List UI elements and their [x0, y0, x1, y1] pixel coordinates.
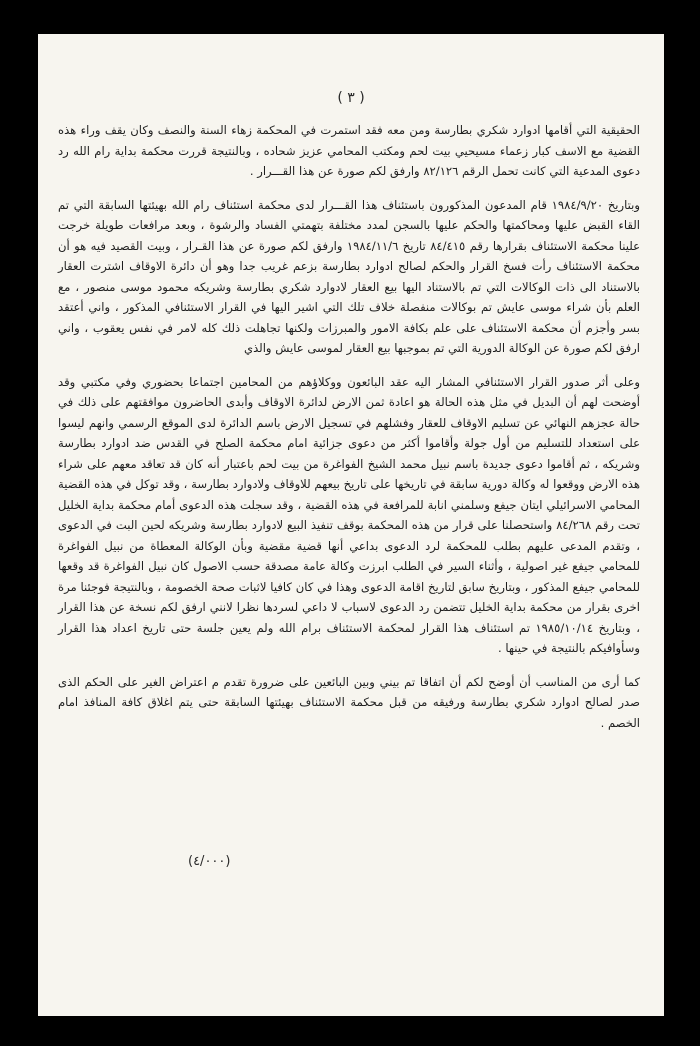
paragraph-1: الحقيقية التي أقامها ادوارد شكري بطارسة ومن معه فقد استمرت في المحكمة زهاء السنة والنصف وكان يقف وراء هذه القضية مع الاسف كبار زعماء مسيحيي بيت لحم ومكتب المحامي عزيز شحاده ، وبالنتيجة قررت محكمة بداية رام الله رد دعوى المدعية التي كانت تحمل الرقم ٨٢/١٢٦ وارفق لكم صورة عن هذا القـــرار . — [58, 123, 640, 178]
document-page — [38, 34, 664, 1016]
paragraph-4: كما أرى من المناسب أن أوضح لكم أن اتفاقا تم بيني وبين البائعين على ضرورة تقدم م اعتراض الغير على الحكم الذى صدر لصالح ادوارد شكري بطارسة ورفيقه من قبل محكمة الاستئناف بهيئتها السابقة حتى يتم اغلاق كافة المنافذ امام الخصم . — [58, 674, 640, 730]
continuation-mark: (٤/٠٠٠) — [188, 854, 231, 869]
paragraph-2: وبتاريخ ١٩٨٤/٩/٢٠ قام المدعون المذكورون باستئناف هذا القـــرار لدى محكمة استئناف رام الله بهيئتها السابقة التي تم القاء القبض عليها ومحاكمتها والحكم عليها بالسجن لمدد مختلفة بتهمتي الفساد والرشوة ، وبعد مرافعات طويلة خرجت علينا محكمة الاستئناف بقرارها رقم ٨٤/٤١٥ تاريخ ١٩٨٤/١١/٦ وارفق لكم صورة عن هذا القـرار ، وبيت القصيد فيه هو أن محكمة الاستئناف رأت فسخ القرار والحكم لصالح ادوارد بطارسة بزعم غريب جدا وهو أن دائرة الاوقاف اشترت العقار بالاستناد الى ذات الوكالات التي تم بالاستناد اليها بيع العقار لادوارد شكري بطارسة وشريكه محمود موسى منصور ، مع العلم بأن شراء موسى عايش تم بوكالات منفصلة خلاف تلك التي اشير اليها في القرار الاستئنافي المذكور ، واني أعتقد بسر وأجزم أن محكمة الاستئناف على علم بكافة الامور والمبرزات ولكنها تجاهلت ذلك كله لامر في نفس يعقوب ، واني ارفق لكم صورة عن الوكالة الدورية التي تم بموجبها بيع العقار لموسى عايش والذي — [58, 197, 640, 355]
page-number: ( ٣ ) — [337, 90, 365, 106]
letter-body — [58, 120, 640, 733]
paragraph-3: وعلى أثر صدور القرار الاستئنافي المشار اليه عقد البائعون ووكلاؤهم من المحامين اجتماعا بحضوري وفي مكتبي وقد أوضحت لهم أن البديل في مثل هذه الحالة هو اعادة ثمن الارض لدائرة الاوقاف وأبدى الحاضرون موافقتهم على ذلك في حالة عجزهم النهائي عن تسليم الاوقاف للعقار وفشلهم في تسجيل الارض باسم الدائرة لدى الموقع الرسمي وانهم ليسوا على استعداد للتسليم من أول جولة وأقاموا أكثر من دعوى جزائية امام محكمة الصلح في القدس ضد ادوارد بطارسة وشريكه ، ثم أقاموا دعوى جديدة باسم نبيل محمد الشيخ الفواغرة من بيت لحم باعتبار أنه كان قد تعاقد معهم على شراء هذه الارض ووقعوا له وكالة دورية سابقة في تاريخها على تاريخ بيعهم للاوقاف ولادوارد بطارسة ، وقد توكل في هذه القضية المحامي الاسرائيلي ايتان جيفع وسلمني انابة للمرافعة في هذه القضية ، وقد سجلت هذه الدعوى أمام محكمة بداية الخليل تحت رقم ٨٤/٢٦٨ واستحصلنا على قرار من هذه المحكمة بوقف تنفيذ البيع لادوارد بطارسة وشريكه لحين البت في الدعوى ، وتقدم المدعى عليهم بطلب للمحكمة لرد الدعوى بداعي أنها قضية مقضية وبأن الوكالة المعطاة من نبيل الفواغرة للمحامي جيفع غير اصولية ، وأثناء السير في الطلب ابرزت وكالة عامة مصدقة حسب الاصول كان نبيل الفواغرة قد وقعها للمحامي جيفع المذكور ، وبتاريخ سابق لتاريخ اقامة الدعوى وهذا في كان كافيا لاثبات صحة الخصومة ، وبالنتيجة فوجئنا مرة اخرى بقرار من محكمة بداية الخليل تتضمن رد الدعوى لاسباب لا داعي لسردها نظرا لانني ارفق لكم نسخة عن هذا القرار ، وبتاريخ ١٩٨٥/١٠/١٤ تم استئناف هذا القرار لمحكمة الاستئناف برام الله ولم يعين جلسة حتى تاريخ اعداد هذا القرار وسأوافيكم بالنتيجة في حينها . — [58, 374, 640, 655]
